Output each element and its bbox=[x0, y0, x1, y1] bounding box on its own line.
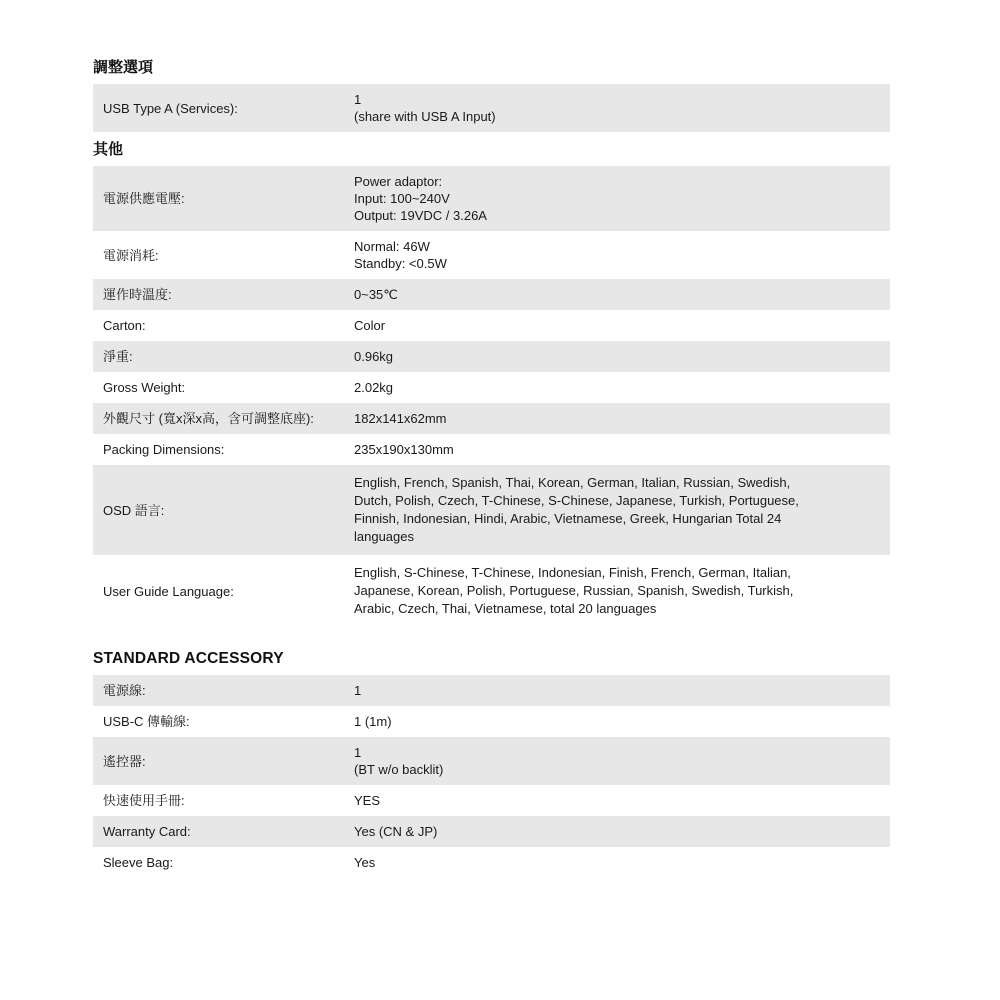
value-line: Color bbox=[354, 318, 386, 333]
row-label: User Guide Language: bbox=[93, 555, 346, 627]
row-label: Packing Dimensions: bbox=[93, 434, 346, 465]
row-value bbox=[346, 737, 890, 785]
value-line: Yes (CN & JP) bbox=[354, 824, 438, 839]
value-line: 182x141x62mm bbox=[354, 411, 447, 426]
table-row bbox=[93, 555, 890, 627]
value-line: (share with USB A Input) bbox=[354, 109, 496, 124]
value-line: Arabic, Czech, Thai, Vietnamese, total 20 languages bbox=[354, 601, 657, 616]
table-row bbox=[93, 785, 890, 816]
value-line: Power adaptor: bbox=[354, 174, 443, 189]
row-value bbox=[346, 403, 890, 434]
row-label: 運作時溫度: bbox=[93, 279, 346, 310]
section-heading-adjust-options: 調整選項 bbox=[93, 59, 154, 76]
spec-table-adjust-options bbox=[93, 84, 890, 132]
value-line: Japanese, Korean, Polish, Portuguese, Russian, Spanish, Swedish, Turkish, bbox=[354, 583, 794, 598]
row-value bbox=[346, 279, 890, 310]
value-line: languages bbox=[354, 529, 414, 544]
row-value bbox=[346, 555, 890, 627]
spec-table-others bbox=[93, 166, 890, 627]
row-label: 電源消耗: bbox=[93, 231, 346, 279]
row-value bbox=[346, 434, 890, 465]
value-line: 235x190x130mm bbox=[354, 442, 454, 457]
table-row bbox=[93, 231, 890, 279]
row-value bbox=[346, 310, 890, 341]
row-value bbox=[346, 372, 890, 403]
value-line: 2.02kg bbox=[354, 380, 394, 395]
table-row bbox=[93, 434, 890, 465]
value-line: 1 (1m) bbox=[354, 714, 392, 729]
value-line: Normal: 46W bbox=[354, 239, 430, 254]
table-row bbox=[93, 847, 890, 878]
row-label: 淨重: bbox=[93, 341, 346, 372]
row-value bbox=[346, 816, 890, 847]
row-value bbox=[346, 847, 890, 878]
value-line: YES bbox=[354, 793, 381, 808]
value-line: English, S-Chinese, T-Chinese, Indonesian, Finish, French, German, Italian, bbox=[354, 565, 791, 580]
value-line: (BT w/o backlit) bbox=[354, 762, 444, 777]
row-value bbox=[346, 84, 890, 132]
table-row bbox=[93, 310, 890, 341]
table-row bbox=[93, 166, 890, 231]
value-line: 1 bbox=[354, 683, 362, 698]
table-row bbox=[93, 279, 890, 310]
row-value bbox=[346, 231, 890, 279]
spacer bbox=[93, 627, 890, 649]
spec-table-standard-accessory bbox=[93, 675, 890, 878]
value-line: 1 bbox=[354, 92, 362, 107]
row-label: USB-C 傳輸線: bbox=[93, 706, 346, 737]
row-value bbox=[346, 706, 890, 737]
value-line: Finnish, Indonesian, Hindi, Arabic, Vietnamese, Greek, Hungarian Total 24 bbox=[354, 511, 782, 526]
value-line: 0.96kg bbox=[354, 349, 394, 364]
table-row bbox=[93, 675, 890, 706]
table-row bbox=[93, 816, 890, 847]
row-label: 快速使用手冊: bbox=[93, 785, 346, 816]
value-line: English, French, Spanish, Thai, Korean, German, Italian, Russian, Swedish, bbox=[354, 475, 791, 490]
value-line: Input: 100~240V bbox=[354, 191, 450, 206]
row-label: Sleeve Bag: bbox=[93, 847, 346, 878]
row-label: 電源供應電壓: bbox=[93, 166, 346, 231]
value-line: 0~35℃ bbox=[354, 287, 398, 302]
table-row bbox=[93, 737, 890, 785]
row-label: Warranty Card: bbox=[93, 816, 346, 847]
value-line: Output: 19VDC / 3.26A bbox=[354, 208, 487, 223]
row-label: Gross Weight: bbox=[93, 372, 346, 403]
table-row bbox=[93, 372, 890, 403]
row-value bbox=[346, 341, 890, 372]
table-row bbox=[93, 341, 890, 372]
row-value bbox=[346, 785, 890, 816]
row-label: OSD 語言: bbox=[93, 465, 346, 555]
section-heading-standard-accessory: STANDARD ACCESSORY bbox=[93, 650, 284, 667]
table-row bbox=[93, 706, 890, 737]
value-line: Dutch, Polish, Czech, T-Chinese, S-Chinese, Japanese, Turkish, Portuguese, bbox=[354, 493, 799, 508]
value-line: Yes bbox=[354, 855, 376, 870]
row-label: USB Type A (Services): bbox=[93, 84, 346, 132]
table-row bbox=[93, 465, 890, 555]
value-line: 1 bbox=[354, 745, 362, 760]
row-label: 遙控器: bbox=[93, 737, 346, 785]
value-line: Standby: <0.5W bbox=[354, 256, 447, 271]
row-label: Carton: bbox=[93, 310, 346, 341]
table-row bbox=[93, 403, 890, 434]
row-label: 外觀尺寸 (寬x深x高，含可調整底座): bbox=[93, 403, 346, 434]
table-row bbox=[93, 84, 890, 132]
row-value bbox=[346, 675, 890, 706]
row-value bbox=[346, 166, 890, 231]
section-heading-others: 其他 bbox=[93, 141, 124, 158]
row-label: 電源線: bbox=[93, 675, 346, 706]
spacer bbox=[93, 132, 890, 140]
row-value bbox=[346, 465, 890, 555]
